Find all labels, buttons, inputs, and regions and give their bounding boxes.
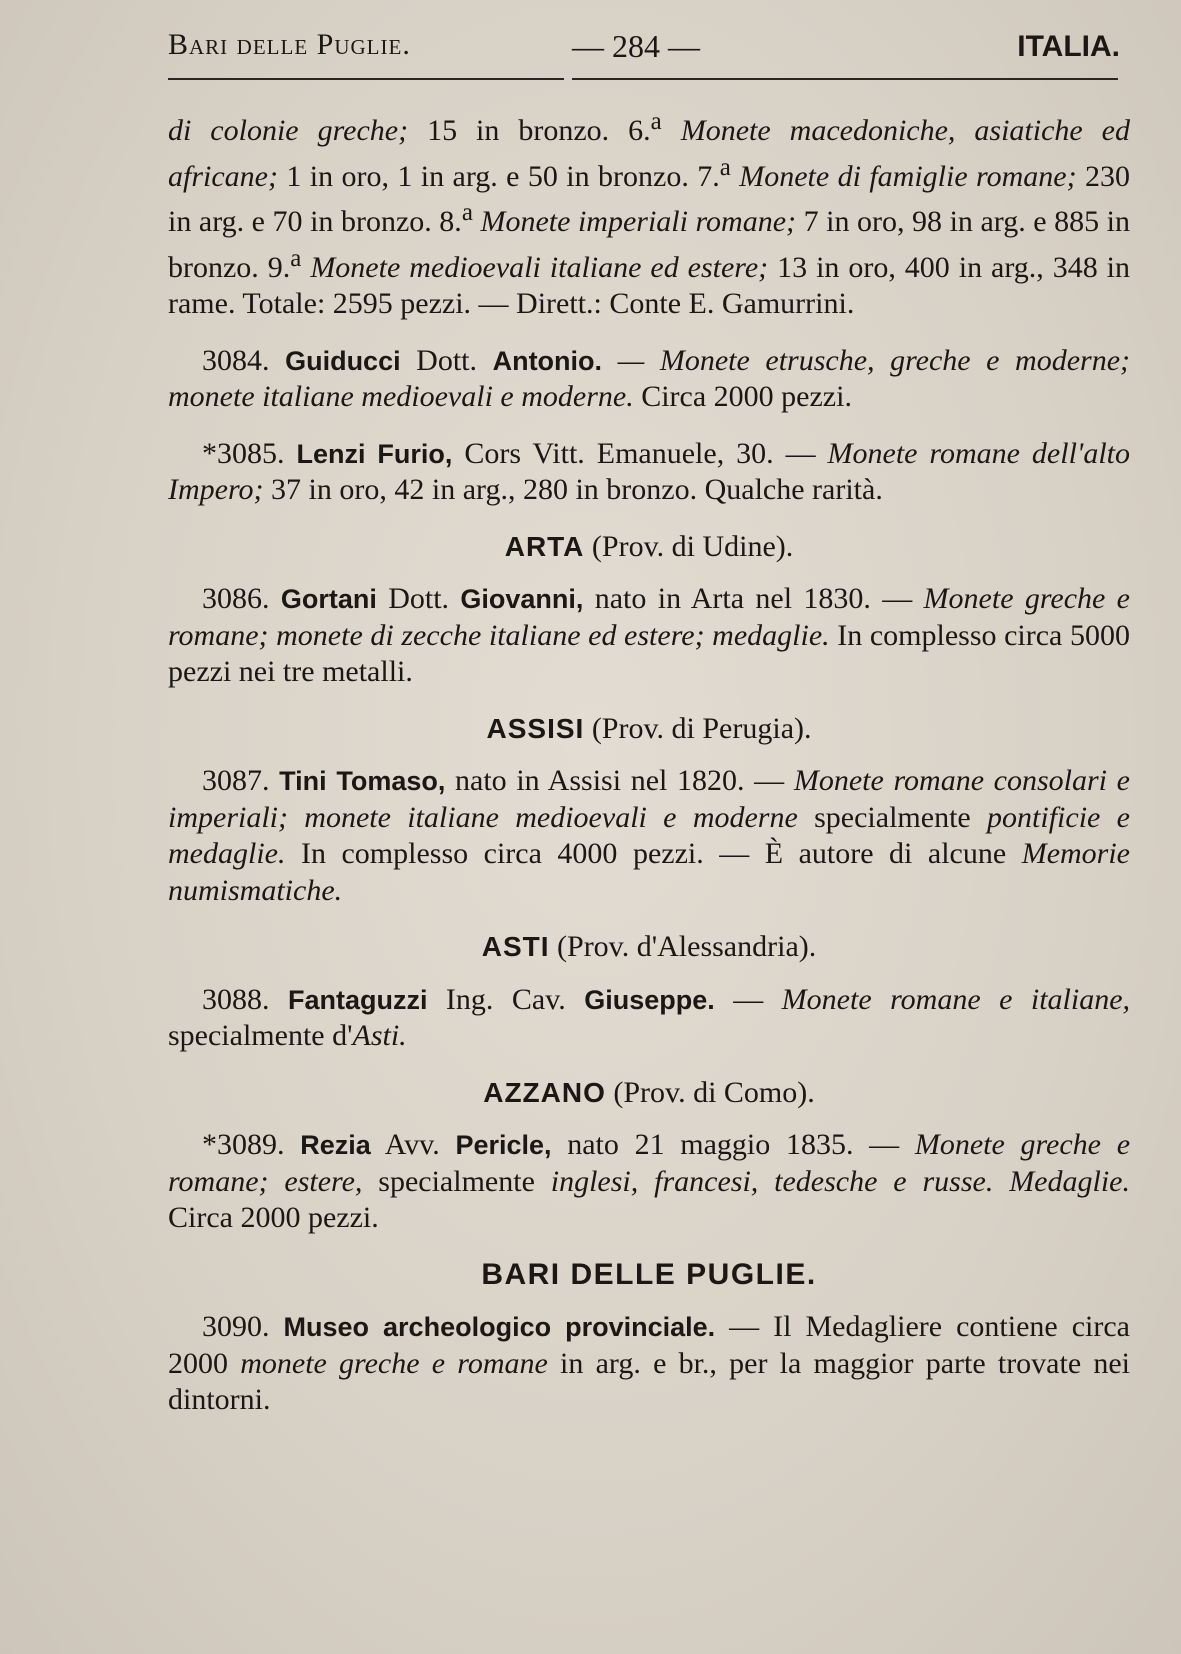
continuation-paragraph: di colonie greche; 15 in bronzo. 6.$^a$ Monete macedoniche, asiatiche ed africane; 1 in oro, 1 in arg. e 50 in bronzo. 7.$^a$ Monete di famiglie romane; 230 in arg. e 70 in bronzo. 8.$^a$ Monete imperiali romane; 7 in oro, 98 in arg. e 885 in bronzo. 9.$^a$ Monete medioevali italiane ed estere; 13 in oro, 400 in arg., 348 in rame. Totale: 2595 pezzi. — Dirett.: Conte E. Gamurrini. [168, 108, 1131, 320]
heading-assisi: ASSISI (Prov. di Perugia). [486, 711, 812, 745]
heading-asti: ASTI (Prov. d'Alessandria). [481, 930, 817, 963]
header-rule-left [168, 78, 564, 80]
entry-3085: *3085. Lenzi Furio, Cors Vitt. Emanuele, 30. — Monete romane dell'alto Impero; 37 in oro, 42 in arg., 280 in bronzo. Qualche rarità. [168, 436, 1130, 506]
entry-3084: 3084. Guiducci Dott. Antonio. — Monete etrusche, greche e moderne; monete italiane medioevali e moderne. Circa 2000 pezzi. [168, 343, 1131, 413]
entry-3089: *3089. Rezia Avv. Pericle, nato 21 maggio 1835. — Monete greche e romane; estere, specialmente inglesi, francesi, tedesche e russe. Medaglie. Circa 2000 pezzi. [168, 1128, 1131, 1234]
page-number: — 284 — [572, 28, 700, 64]
heading-azzano: AZZANO (Prov. di Como). [483, 1075, 815, 1109]
running-header [168, 22, 1120, 66]
heading-arta: ARTA (Prov. di Udine). [504, 529, 794, 563]
entry-3086: 3086. Gortani Dott. Giovanni, nato in Arta nel 1830. — Monete greche e romane; monete di zecche italiane ed estere; medaglie. In complesso circa 5000 pezzi nei tre metalli. [168, 582, 1130, 688]
entry-3088: 3088. Fantaguzzi Ing. Cav. Giuseppe. — Monete romane e italiane, specialmente d'Asti. [168, 982, 1131, 1052]
header-rule-right [572, 78, 1118, 80]
entry-3090: 3090. Museo archeologico provinciale. — Il Medagliere contiene circa 2000 monete greche e romane in arg. e br., per la maggior parte trovate nei dintorni. [168, 1310, 1131, 1416]
header-section-title: Bari delle Puglie. [168, 28, 411, 61]
page-body [168, 104, 1130, 1419]
entry-3087: 3087. Tini Tomaso, nato in Assisi nel 1820. — Monete romane consolari e imperiali; monete italiane medioevali e moderne specialmente pontificie e medaglie. In complesso circa 4000 pezzi. — È autore di alcune Memorie numismatiche. [168, 764, 1130, 907]
heading-bari: BARI DELLE PUGLIE. [481, 1257, 817, 1291]
header-country: ITALIA. [1017, 30, 1120, 63]
